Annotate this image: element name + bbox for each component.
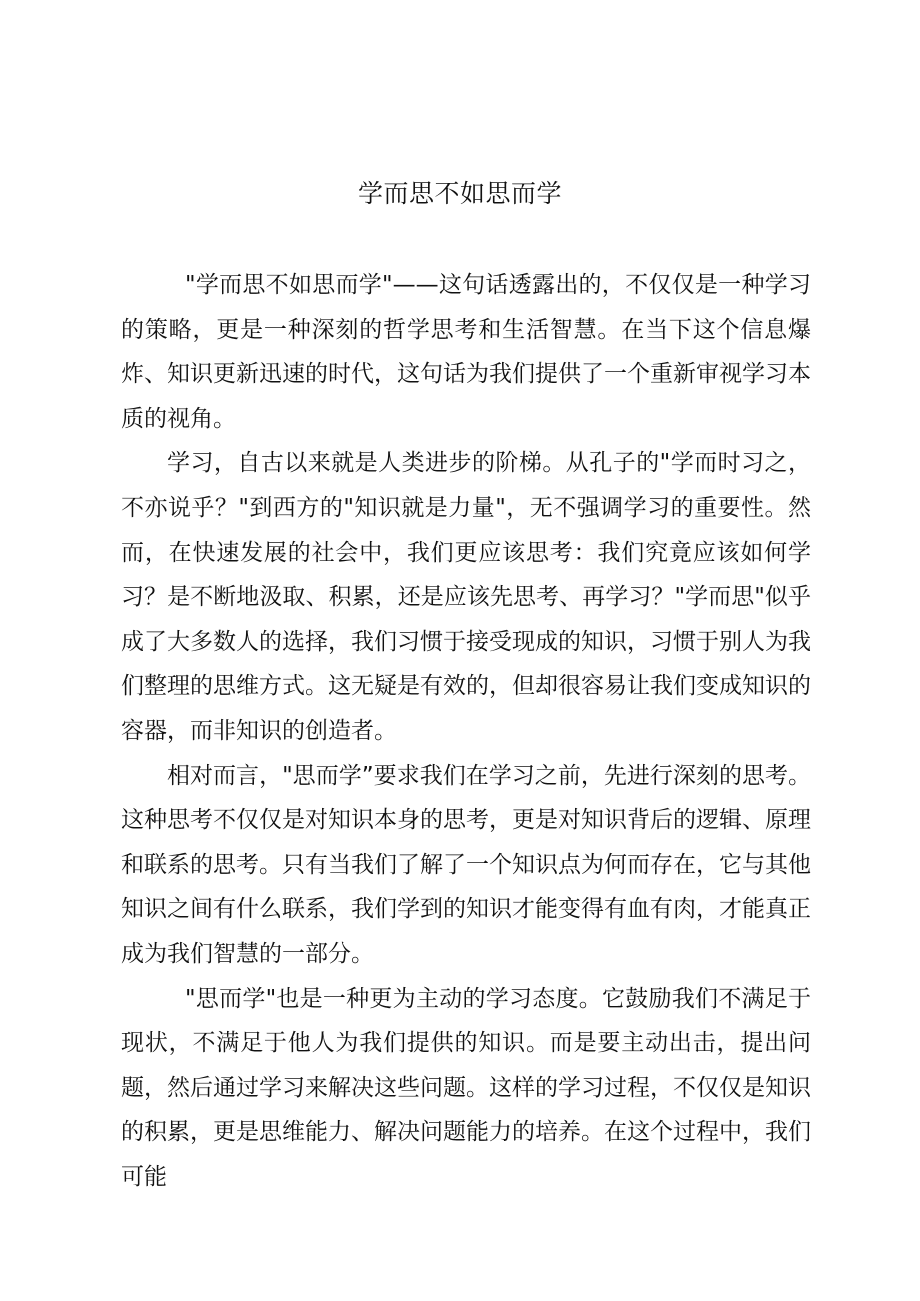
paragraph-3: 相对而言，"思而学”要求我们在学习之前，先进行深刻的思考。这种思考不仅仅是对知识本身的思考，更是对知识背后的逻辑、原理和联系的思考。只有当我们了解了一个知识点为何而存在，它与其他知识之间有什么联系，我们学到的知识才能变得有血有肉，才能真正成为我们智慧的一部分。 (121, 762, 811, 967)
paragraph-4: "思而学"也是一种更为主动的学习态度。它鼓励我们不满足于现状，不满足于他人为我们提供的知识。而是要主动出击，提出问题，然后通过学习来解决这些问题。这样的学习过程，不仅仅是知识的积累，更是思维能力、解决问题能力的培养。在这个过程中，我们可能 (121, 985, 811, 1190)
paragraph-2: 学习，自古以来就是人类进步的阶梯。从孔子的"学而时习之，不亦说乎？"到西方的"知识就是力量"，无不强调学习的重要性。然而，在快速发展的社会中，我们更应该思考：我们究竟应该如何学习？是不断地汲取、积累，还是应该先思考、再学习？"学而思"似乎成了大多数人的选择，我们习惯于接受现成的知识，习惯于别人为我们整理的思维方式。这无疑是有效的，但却很容易让我们变成知识的容器，而非知识的创造者。 (121, 450, 811, 744)
document-body (121, 263, 811, 1199)
document-title: 学而思不如思而学 (357, 179, 562, 208)
paragraph-1: "学而思不如思而学"——这句话透露出的，不仅仅是一种学习的策略，更是一种深刻的哲学思考和生活智慧。在当下这个信息爆炸、知识更新迅速的时代，这句话为我们提供了一个重新审视学习本质的视角。 (121, 272, 811, 432)
